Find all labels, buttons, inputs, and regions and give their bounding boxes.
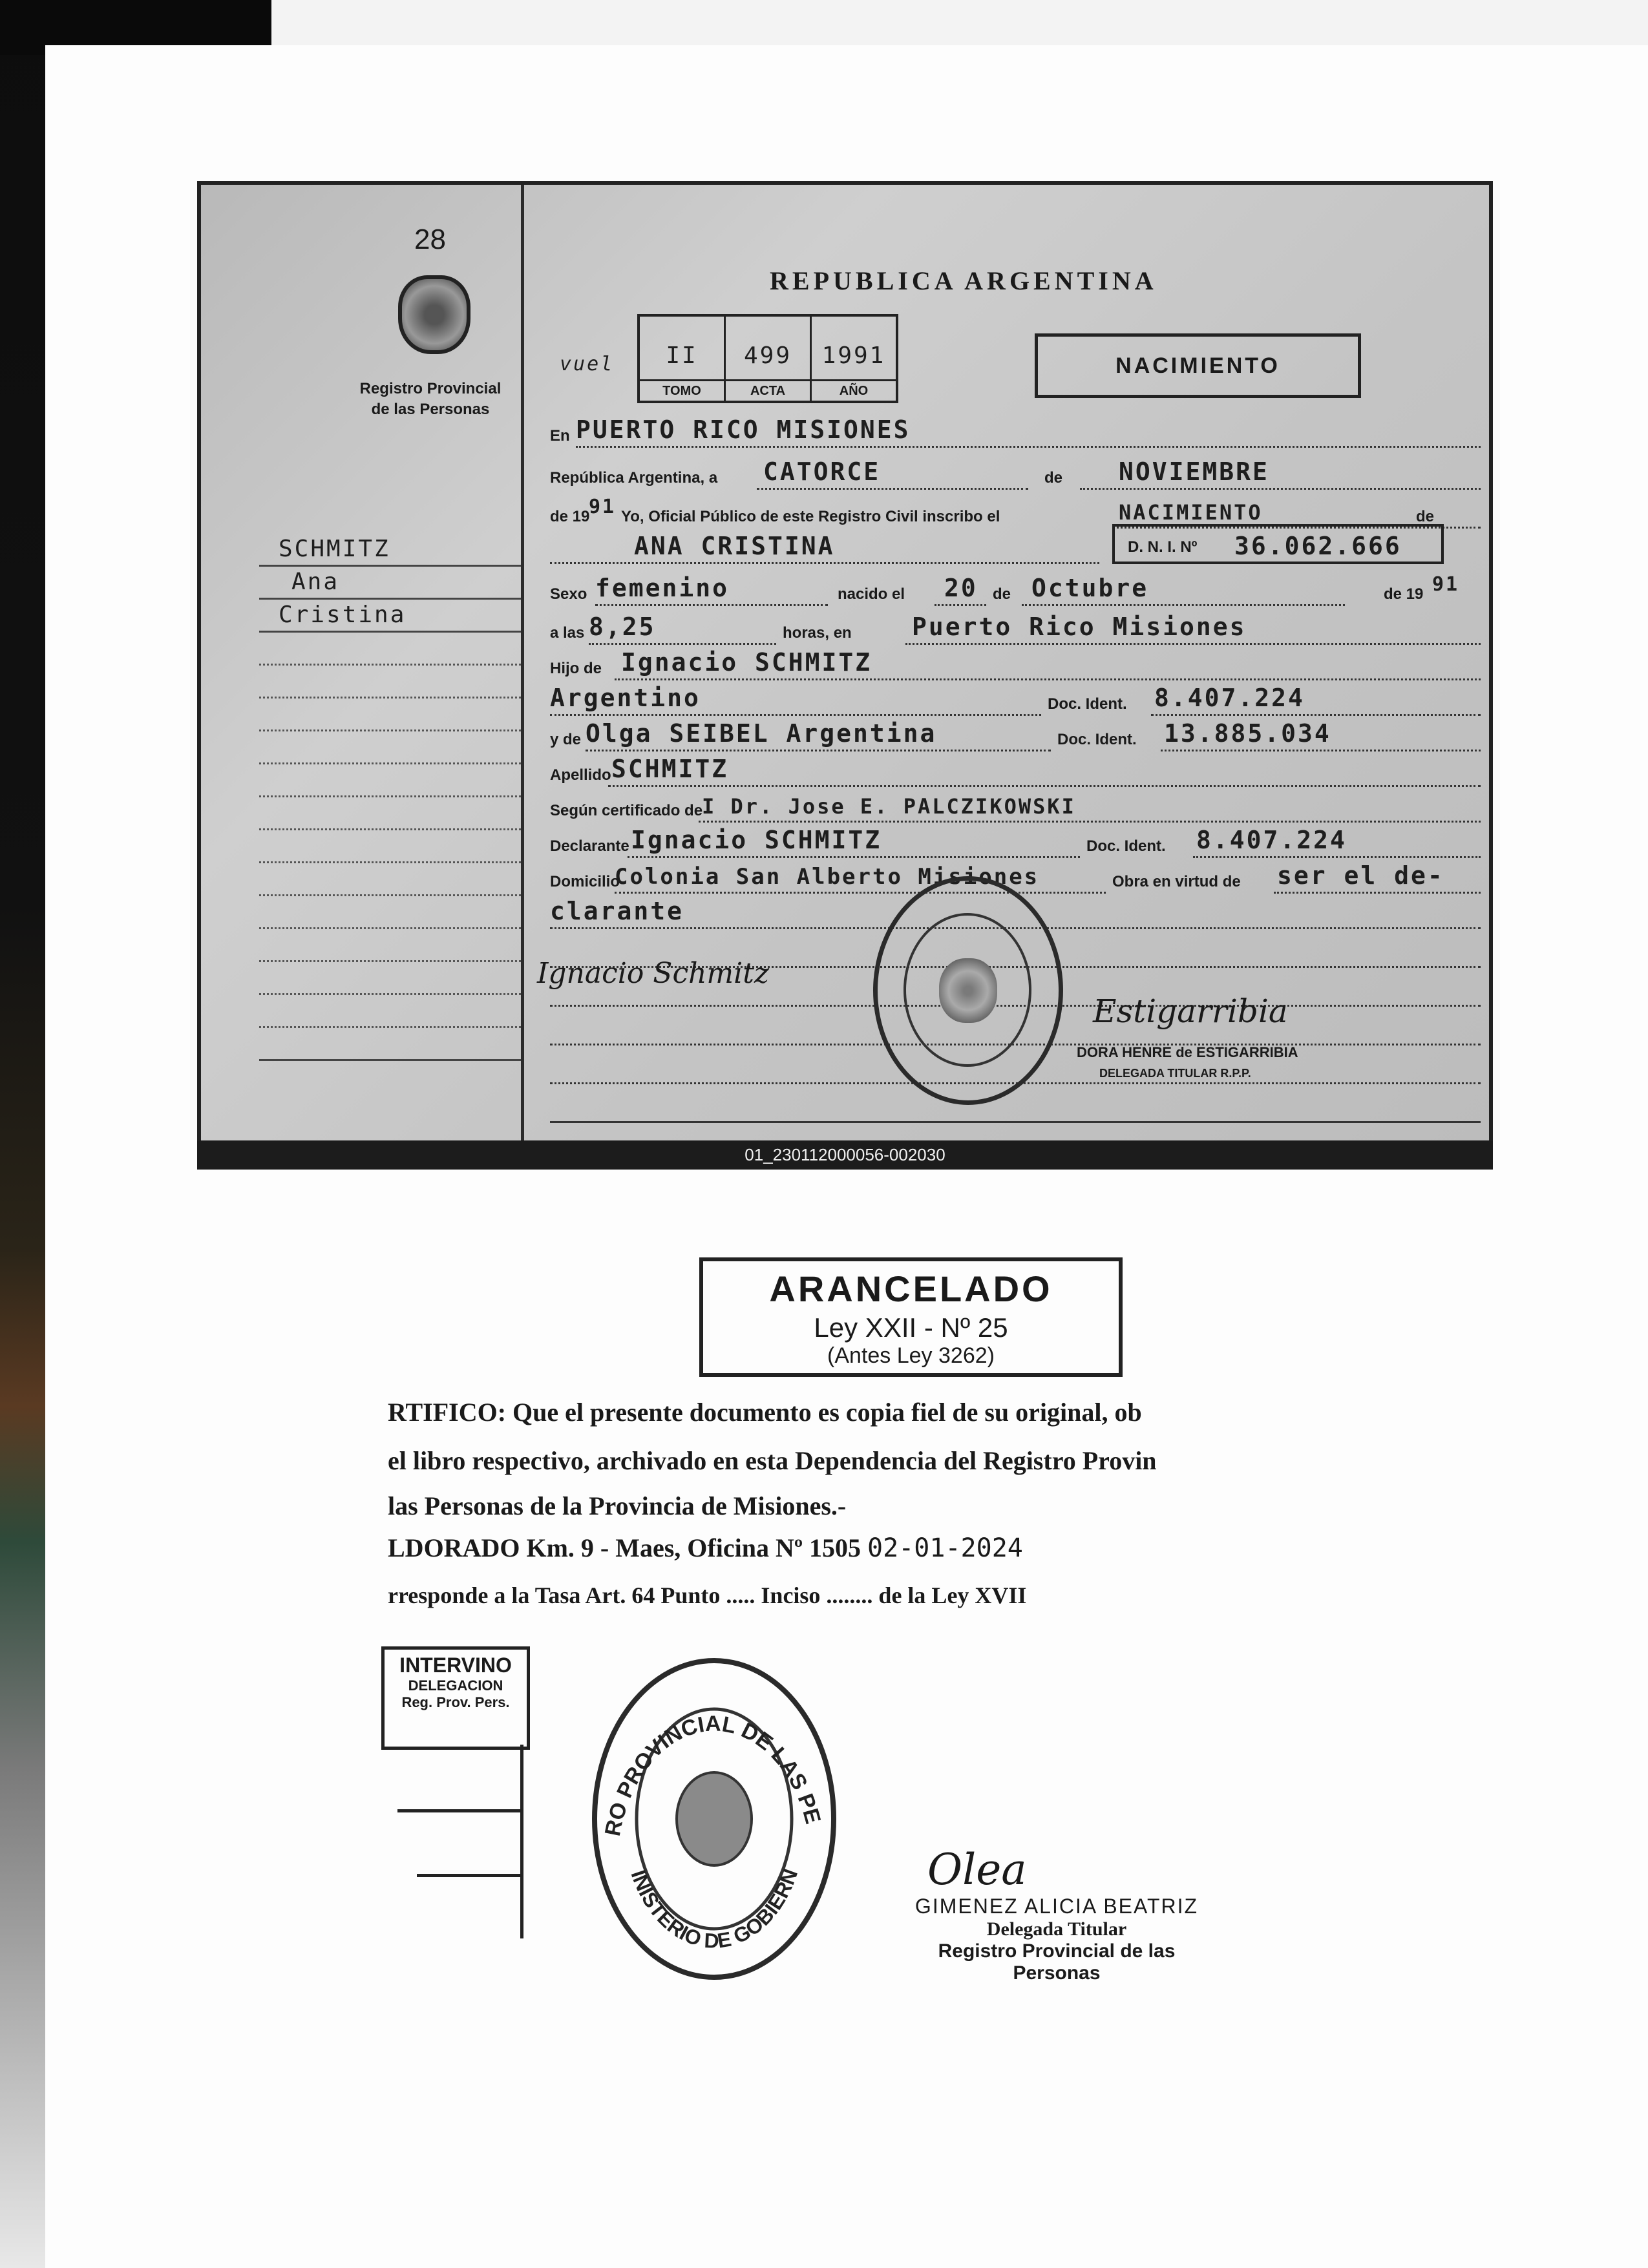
obra-label: Obra en virtud de (1112, 873, 1241, 890)
dni-value: 36.062.666 (1234, 532, 1402, 560)
sheet-number: 28 (414, 224, 446, 255)
sex-birthdate-row (550, 572, 1481, 606)
fill-line (576, 446, 1481, 448)
coat-of-arms-icon (677, 1772, 752, 1865)
fill-line (550, 714, 1041, 716)
month-words-value: NOVIEMBRE (1119, 457, 1269, 486)
doctor-row (550, 789, 1481, 823)
stamp-rule (397, 1809, 523, 1812)
margin-line (259, 534, 521, 567)
fill-line (608, 785, 1481, 787)
margin-line (259, 698, 521, 731)
sexo-label: Sexo (550, 585, 587, 603)
segun-label: Según certificado de (550, 802, 703, 819)
fill-line (1151, 714, 1481, 716)
intervino-stamp (381, 1646, 530, 1750)
de19-label: de 19 (550, 508, 590, 525)
fill-line (1274, 892, 1481, 894)
office-line-2: de las Personas (371, 401, 490, 418)
seal-bottom-text: INISTERIO DE GOBIERN (626, 1865, 803, 1953)
signatory-signature: Olea (927, 1845, 1027, 1895)
margin-surname: SCHMITZ (279, 536, 390, 562)
certification-date: 02-01-2024 (867, 1533, 1023, 1563)
father-name-value: Ignacio SCHMITZ (621, 648, 872, 677)
margin-notes (259, 534, 521, 1061)
intervino-office: DELEGACION (408, 1677, 503, 1694)
yde-label: y de (550, 731, 582, 748)
father-row (550, 647, 1481, 680)
mother-name-value: Olga SEIBEL Argentina (586, 719, 937, 748)
margin-line (259, 600, 521, 633)
scan-footer-code: 01_230112000056-002030 (197, 1140, 1493, 1170)
birth-month-value: Octubre (1031, 574, 1149, 602)
provincial-registry-seal (585, 1644, 843, 1980)
stamp-rule (417, 1874, 523, 1877)
margin-line (259, 962, 521, 995)
day-words-value: CATORCE (763, 457, 881, 486)
margin-name-1: Ana (291, 569, 340, 595)
tomo-value: II (666, 342, 698, 369)
certification-place: LDORADO Km. 9 - Maes, Oficina Nº 1505 (388, 1533, 861, 1562)
doctor-value: I Dr. Jose E. PALCZIKOWSKI (702, 794, 1076, 819)
mother-doc-value: 13.885.034 (1164, 719, 1331, 748)
margin-line (259, 896, 521, 929)
fill-line (1022, 604, 1345, 606)
dni-box (1112, 524, 1444, 564)
margin-line (259, 1028, 521, 1061)
intervino-title: INTERVINO (399, 1654, 512, 1677)
mother-row (550, 718, 1481, 751)
ano-cell (812, 317, 896, 401)
margin-line (259, 633, 521, 666)
certification-line-2: el libro respectivo, archivado en esta Dependencia del Registro Provin (388, 1446, 1157, 1475)
stamp-rule-vertical (520, 1745, 523, 1938)
signatory-role: Delegada Titular (986, 1918, 1127, 1940)
scan-edge-left (0, 0, 45, 2268)
tomo-label: TOMO (640, 379, 724, 401)
year-suffix-value: 91 (589, 496, 617, 518)
sexo-value: femenino (595, 574, 730, 602)
obra-value-1: ser el de- (1277, 861, 1444, 890)
surname-row (550, 753, 1481, 787)
coat-of-arms-icon (398, 275, 470, 354)
arancelado-stamp (699, 1257, 1123, 1377)
registry-oval-stamp (873, 876, 1063, 1105)
fill-line (589, 643, 776, 645)
nacido-label: nacido el (838, 585, 905, 603)
address-row (550, 860, 1481, 894)
fill-line (699, 821, 1481, 823)
certificate-type-box: NACIMIENTO (1035, 333, 1361, 398)
hijo-label: Hijo de (550, 660, 602, 677)
doc-ident-label-2: Doc. Ident. (1057, 731, 1137, 748)
certification-line-3: las Personas de la Provincia de Misiones.- (388, 1491, 847, 1520)
ano-value: 1991 (821, 342, 886, 369)
certification-fee-line: rresponde a la Tasa Art. 64 Punto ..... Inciso ........ de la Ley XVII (388, 1582, 1027, 1608)
father-nationality-value: Argentino (550, 684, 701, 712)
officer-signature: Estigarribia (1093, 992, 1288, 1030)
fill-line (615, 892, 1106, 894)
alas-label: a las (550, 624, 585, 642)
fill-line (1193, 856, 1481, 858)
seal-top-text: RO PROVINCIAL DE LAS PE (600, 1711, 826, 1838)
birth-certificate (197, 181, 1493, 1170)
apellido-value: SCHMITZ (611, 755, 729, 783)
place-row (550, 414, 1481, 448)
declarante-value: Ignacio SCHMITZ (631, 826, 882, 854)
name-row (550, 530, 1481, 564)
fill-line (628, 856, 1080, 858)
registry-reference (637, 314, 898, 403)
declarant-row (550, 824, 1481, 858)
officer-name: DORA HENRE de ESTIGARRIBIA (1077, 1044, 1298, 1060)
margin-line (259, 797, 521, 830)
arancelado-previous-law: (Antes Ley 3262) (827, 1343, 995, 1368)
en-label: En (550, 427, 570, 445)
event-value: NACIMIENTO (1119, 500, 1263, 525)
place-value: PUERTO RICO MISIONES (576, 415, 911, 444)
margin-line (259, 995, 521, 1028)
father-doc-value: 8.407.224 (1154, 684, 1305, 712)
office-name (337, 379, 524, 420)
apellido-label: Apellido (550, 766, 611, 784)
de-label-3: de (993, 585, 1011, 603)
de-label: de (1044, 469, 1063, 487)
date-words-row (550, 456, 1481, 490)
margin-line (259, 929, 521, 962)
margin-line (259, 830, 521, 863)
doc-ident-label-3: Doc. Ident. (1086, 837, 1166, 855)
margin-column (201, 185, 524, 1166)
birth-year-suffix: 91 (1432, 573, 1460, 596)
fill-line (905, 643, 1481, 645)
tomo-cell (640, 317, 726, 401)
fill-line (757, 488, 1028, 490)
doc-ident-label: Doc. Ident. (1048, 695, 1127, 713)
fill-line (1080, 488, 1481, 490)
certificate-title: REPUBLICA ARGENTINA (770, 266, 1157, 295)
birth-day-value: 20 (944, 574, 978, 602)
oficial-text: Yo, Oficial Público de este Registro Civil inscribo el (621, 508, 1000, 525)
de-label-2: de (1416, 508, 1435, 525)
officer-role: DELEGADA TITULAR R.P.P. (1099, 1067, 1251, 1080)
fill-line (595, 604, 828, 606)
arancelado-law: Ley XXII - Nº 25 (814, 1312, 1008, 1343)
margin-line (259, 731, 521, 764)
certification-line-1: RTIFICO: Que el presente documento es copia fiel de su original, ob (388, 1398, 1142, 1427)
domicilio-value: Colonia San Alberto Misiones (615, 864, 1040, 890)
signatory-org: Registro Provincial de las Personas (938, 1940, 1176, 1984)
de19-label-2: de 19 (1384, 585, 1424, 603)
margin-line (259, 863, 521, 896)
certification-place-line (388, 1533, 1305, 1563)
obra-value-2: clarante (550, 897, 684, 925)
dni-label: D. N. I. Nº (1128, 538, 1198, 556)
acta-label: ACTA (726, 379, 810, 401)
father-nationality-row (550, 682, 1481, 716)
time-place-row (550, 611, 1481, 645)
declarante-label: Declarante (550, 837, 629, 855)
declarant-signature: Ignacio Schmitz (537, 957, 770, 990)
fill-line (586, 750, 1051, 751)
birth-place-value: Puerto Rico Misiones (912, 613, 1247, 641)
arancelado-title: ARANCELADO (769, 1268, 1053, 1309)
acta-cell (726, 317, 812, 401)
person-name-value: ANA CRISTINA (634, 532, 835, 560)
acta-value: 499 (743, 342, 792, 369)
republica-label: República Argentina, a (550, 469, 718, 487)
fill-line (615, 678, 1481, 680)
margin-name-2: Cristina (279, 602, 407, 628)
ano-label: AÑO (812, 379, 896, 401)
seal-graphic (585, 1644, 843, 1980)
fill-line (550, 1121, 1481, 1123)
birth-time-value: 8,25 (589, 613, 656, 641)
blank-row (550, 1089, 1481, 1123)
signatory-block (895, 1845, 1218, 1984)
margin-line (259, 764, 521, 797)
domicilio-label: Domicilio (550, 873, 620, 890)
intervino-registry: Reg. Prov. Pers. (401, 1694, 510, 1710)
margin-line (259, 666, 521, 698)
fill-line (935, 604, 986, 606)
fill-line (1161, 750, 1481, 751)
horas-label: horas, en (783, 624, 852, 642)
signatory-name: GIMENEZ ALICIA BEATRIZ (914, 1895, 1199, 1918)
office-line-1: Registro Provincial (359, 380, 502, 397)
vuelta-note: vuel (560, 353, 615, 375)
declarante-doc-value: 8.407.224 (1196, 826, 1347, 854)
fill-line (550, 562, 1099, 564)
margin-line (259, 567, 521, 600)
coat-of-arms-icon (939, 958, 997, 1023)
